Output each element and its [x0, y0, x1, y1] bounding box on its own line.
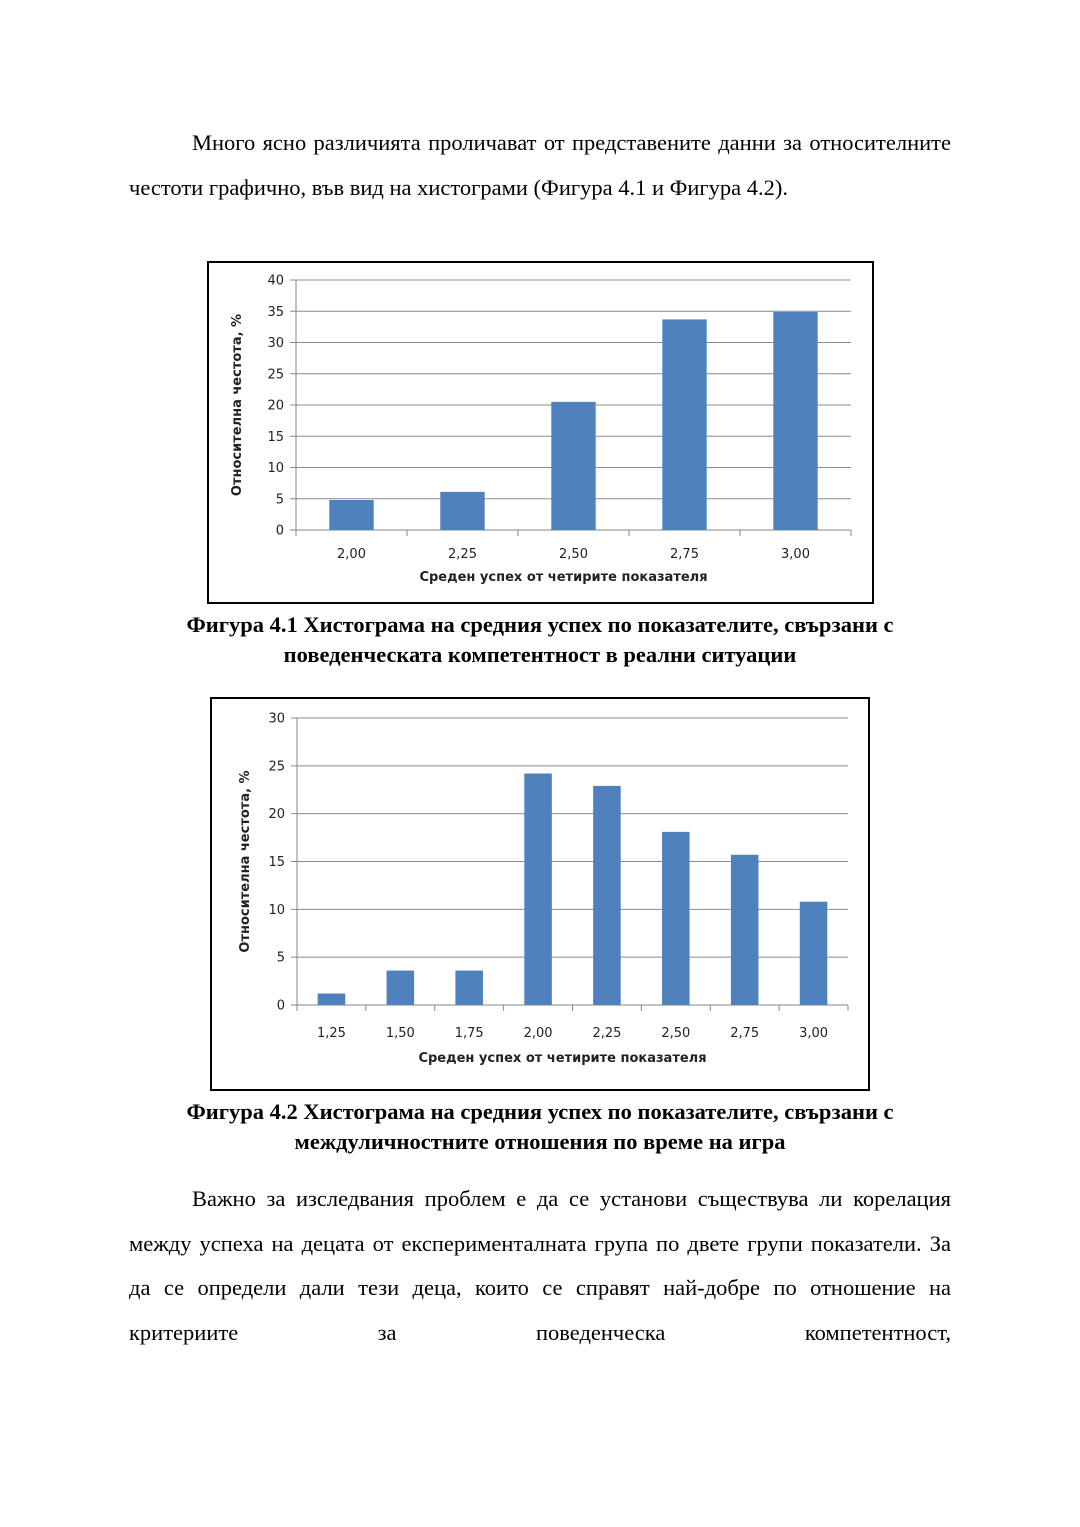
- bar-2-25: [440, 492, 484, 530]
- x-tick-label: 2,75: [730, 1026, 760, 1041]
- figure-2-chart-frame: [210, 697, 870, 1091]
- body-paragraph: Важно за изследвания проблем е да се установи съществува ли корелация между успеха на децата от експерименталната група по двете групи показатели. За да се определи дали тези деца, които се справят най-добре по отношение на критериите за поведенческа компетентност,: [129, 1186, 951, 1345]
- figure-1-caption-line-2: поведенческата компетентност в реални ситуации: [283, 642, 797, 667]
- bar-2-75: [731, 855, 759, 1005]
- x-axis-title: Среден успех от четирите показателя: [419, 570, 708, 585]
- y-tick-label: 10: [268, 902, 285, 918]
- x-tick-label: 2,50: [559, 547, 588, 562]
- y-tick-label: 40: [267, 273, 284, 289]
- bar-1-25: [318, 994, 346, 1005]
- x-axis-title: Среден успех от четирите показателя: [418, 1051, 707, 1066]
- y-tick-label: 35: [267, 304, 284, 320]
- y-tick-label: 0: [276, 998, 285, 1014]
- figure-1-caption: [100, 610, 980, 670]
- y-tick-label: 5: [276, 950, 285, 966]
- figure-2-caption-line-2: междуличностните отношения по време на игра: [294, 1129, 786, 1154]
- y-tick-label: 0: [275, 523, 284, 539]
- bar-3-00: [773, 312, 817, 530]
- figure-1-chart-frame: [207, 261, 874, 604]
- x-tick-label: 2,25: [592, 1026, 622, 1041]
- intro-paragraph: Много ясно различията проличават от представените данни за относителните честоти графично, във вид на хистограми (Фигура 4.1 и Фигура 4.2).: [129, 130, 951, 200]
- bar-2-50: [551, 402, 595, 530]
- y-axis-title: Относителна честота, %: [230, 313, 245, 497]
- y-tick-label: 15: [268, 855, 285, 870]
- x-tick-label: 2,00: [337, 547, 366, 562]
- bar-1-75: [455, 971, 483, 1005]
- y-tick-label: 30: [268, 711, 285, 727]
- figure-1-caption-line-1: Фигура 4.1 Хистограма на средния успех по показателите, свързани с: [186, 612, 894, 637]
- x-tick-label: 3,00: [799, 1026, 829, 1041]
- bar-2-25: [593, 786, 621, 1005]
- figure-2-caption-line-1: Фигура 4.2 Хистограма на средния успех по показателите, свързани с: [186, 1099, 894, 1124]
- bar-2-75: [662, 319, 706, 530]
- bar-2-00: [329, 500, 373, 530]
- y-tick-label: 30: [267, 336, 284, 351]
- x-tick-label: 2,75: [670, 547, 699, 562]
- bar-2-00: [524, 773, 552, 1005]
- x-tick-label: 2,50: [661, 1026, 691, 1041]
- y-tick-label: 10: [267, 461, 284, 476]
- y-tick-label: 25: [267, 367, 284, 383]
- bar-1-50: [387, 971, 415, 1005]
- y-tick-label: 15: [267, 429, 284, 445]
- y-tick-label: 20: [268, 807, 285, 823]
- figure-2-chart: [212, 699, 868, 1089]
- x-tick-label: 3,00: [781, 547, 810, 562]
- bar-2-50: [662, 832, 690, 1005]
- x-tick-label: 2,00: [523, 1026, 553, 1041]
- y-tick-label: 5: [275, 492, 284, 508]
- y-axis-title: Относителна честота, %: [238, 770, 253, 953]
- y-tick-label: 20: [267, 398, 284, 414]
- bar-3-00: [800, 902, 828, 1005]
- figure-2-caption: [100, 1097, 980, 1157]
- x-tick-label: 2,25: [448, 547, 477, 562]
- x-tick-label: 1,75: [454, 1026, 484, 1041]
- x-tick-label: 1,50: [385, 1026, 415, 1041]
- y-tick-label: 25: [268, 759, 285, 775]
- figure-1-chart: [209, 263, 872, 602]
- x-tick-label: 1,25: [316, 1026, 346, 1041]
